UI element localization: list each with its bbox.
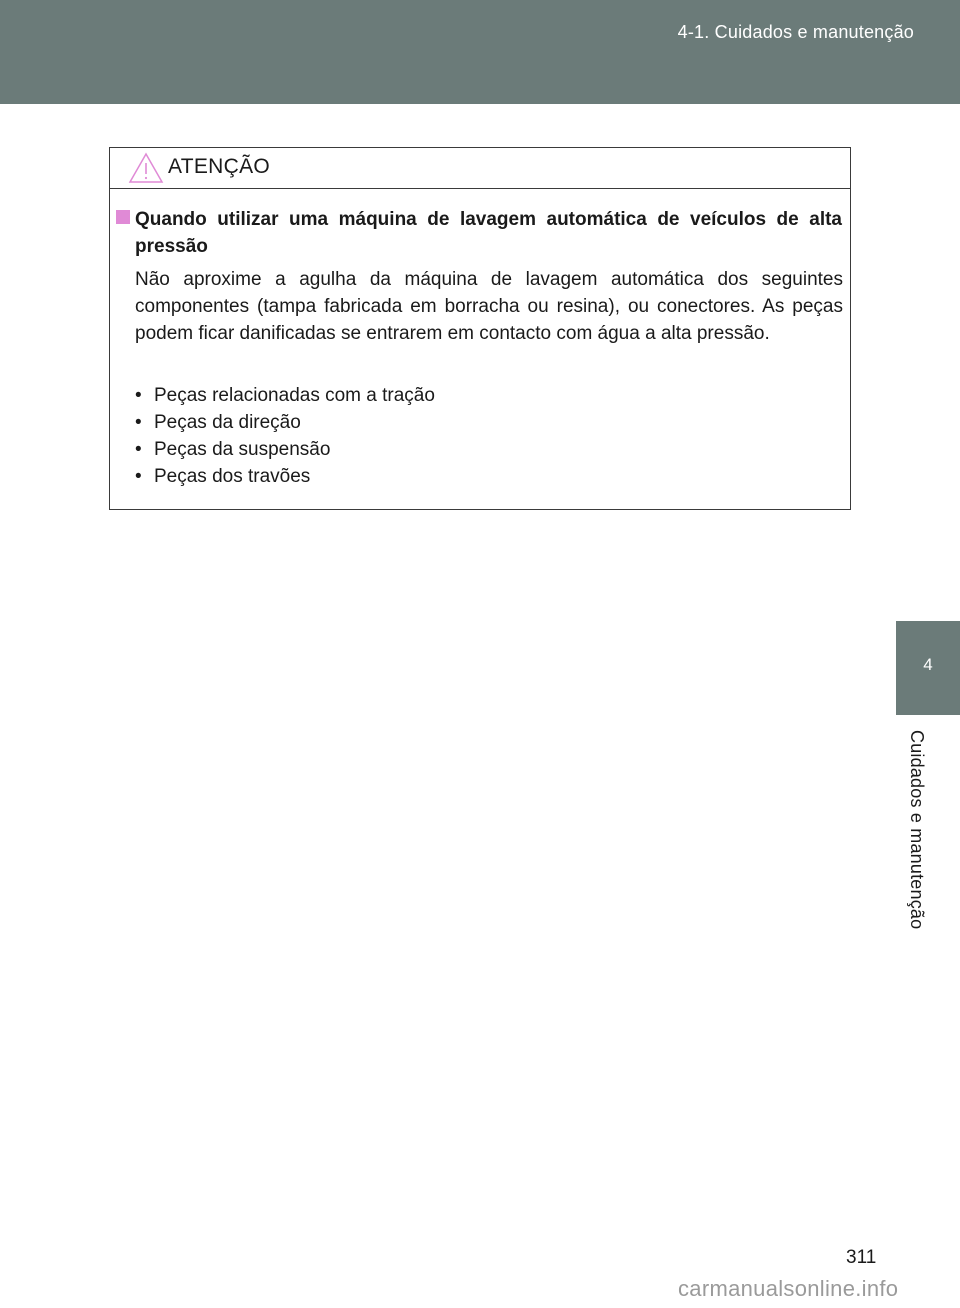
list-item xyxy=(135,382,735,409)
warning-subheading xyxy=(116,206,842,260)
list-item-text: Peças relacionadas com a tração xyxy=(154,385,435,406)
warning-header xyxy=(110,148,850,189)
list-item-text: Peças da suspensão xyxy=(154,439,331,460)
chapter-label: Cuidados e manutenção xyxy=(907,730,927,930)
list-item-text: Peças dos travões xyxy=(154,466,311,487)
list-item xyxy=(135,436,735,463)
subheading-text: Quando utilizar uma máquina de lavagem automática de veículos de alta pressão xyxy=(135,209,842,257)
list-item xyxy=(135,409,735,436)
bullet-dot-icon: • xyxy=(135,466,142,487)
warning-title: ATENÇÃO xyxy=(168,155,271,178)
section-title: 4-1. Cuidados e manutenção xyxy=(677,22,914,42)
warning-paragraph: Não aproxime a agulha da máquina de lavagem automática dos seguintes componentes (tampa fabricada em borracha ou resina), ou conectores. As peças podem ficar danificadas se entrarem em contacto com água a alta pressão. xyxy=(135,269,843,344)
bullet-dot-icon: • xyxy=(135,385,142,406)
header-band xyxy=(0,0,960,104)
chapter-number: 4 xyxy=(923,655,933,674)
chapter-tab[interactable] xyxy=(896,621,960,715)
bullet-dot-icon: • xyxy=(135,439,142,460)
warning-triangle-icon xyxy=(128,152,164,184)
bullet-list xyxy=(135,382,735,490)
list-item-text: Peças da direção xyxy=(154,412,301,433)
square-bullet-icon xyxy=(116,210,130,224)
list-item xyxy=(135,463,735,490)
bullet-dot-icon: • xyxy=(135,412,142,433)
warning-box xyxy=(109,147,851,510)
page-number: 311 xyxy=(846,1247,877,1268)
watermark-link[interactable]: carmanualsonline.info xyxy=(678,1276,899,1301)
